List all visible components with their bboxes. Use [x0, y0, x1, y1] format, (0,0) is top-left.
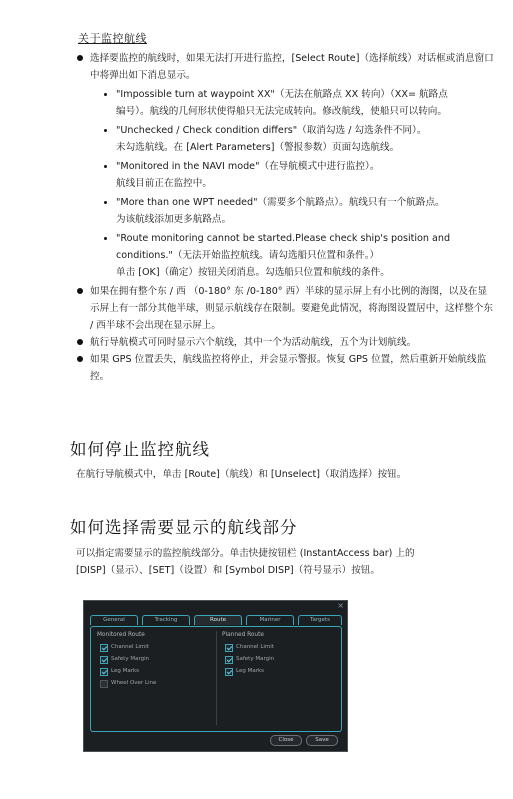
checkbox-checked-icon[interactable] — [100, 668, 108, 676]
close-icon[interactable]: × — [337, 601, 344, 610]
checkbox-checked-icon[interactable] — [225, 644, 233, 652]
planned-route-title: Planned Route — [222, 632, 264, 638]
tab-route[interactable]: Route — [194, 615, 242, 625]
select-section-heading: 如何选择需要显示的航线部分 — [70, 518, 298, 537]
sub-item — [102, 158, 494, 192]
sub-text: 航线目前正在监控中。 — [116, 178, 212, 189]
symbol-disp-dialog — [83, 600, 348, 752]
bullet-text: 航行导航模式可同时显示六个航线，其中一个为活动航线，五个为计划航线。 — [90, 337, 417, 348]
monitored-safety-margin-option[interactable] — [97, 655, 212, 667]
sub-text: 单击 [OK]（确定）按钮关闭消息。勾选船只位置和航线的条件。 — [116, 267, 390, 278]
tab-tracking[interactable]: Tracking — [142, 615, 190, 625]
checkbox-checked-icon[interactable] — [100, 644, 108, 652]
dialog-tabs — [90, 615, 340, 626]
sub-text: 编号）。航线的几何形状使得船只无法完成转向。修改航线，使船只可以转向。 — [116, 106, 447, 117]
about-title: 关于监控航线 — [78, 32, 147, 45]
save-button[interactable]: Save — [306, 735, 338, 746]
option-label: Leg Marks — [236, 668, 265, 674]
sub-bullet-icon — [104, 93, 107, 96]
option-label: Channel Limit — [236, 644, 274, 650]
bullet-list — [74, 50, 494, 385]
sub-text: "More than one WPT needed"（需要多个航路点）。航线只有一个航路点。 — [116, 197, 445, 208]
option-label: Safety Margin — [111, 656, 150, 662]
sub-bullet-icon — [104, 165, 107, 168]
tab-mariner[interactable]: Mariner — [246, 615, 294, 625]
monitored-wheel-over-line-option[interactable] — [97, 679, 212, 691]
tab-targets[interactable]: Targets — [298, 615, 342, 625]
bullet-dot-icon — [77, 356, 83, 362]
monitored-channel-limit-option[interactable] — [97, 643, 212, 655]
column-divider — [216, 631, 217, 725]
monitored-route-group — [97, 631, 212, 691]
bullet-dot-icon — [77, 55, 83, 61]
monitored-leg-marks-option[interactable] — [97, 667, 212, 679]
planned-channel-limit-option[interactable] — [222, 643, 337, 655]
sub-item — [102, 86, 494, 120]
select-section-text — [76, 545, 496, 579]
bullet-item-hemisphere — [74, 283, 494, 334]
checkbox-unchecked-icon[interactable] — [100, 680, 108, 688]
sub-text: "Impossible turn at waypoint XX"（无法在航路点 XX 转向）（XX= 航路点 — [116, 89, 448, 100]
message-sub-list — [102, 86, 494, 281]
option-label: Channel Limit — [111, 644, 149, 650]
sub-text: "Route monitoring cannot be started.Please check ship's position and — [116, 233, 451, 244]
sub-item — [102, 194, 494, 228]
monitored-route-title: Monitored Route — [97, 632, 145, 638]
bullet-text: 如果在拥有整个东 / 西 （0-180° 东 /0-180° 西）半球的显示屏上有小比例的海图，以及在显示屏上有一部分其他半球，则显示航线存在限制。要避免此情况，将海图设置居中，这样整个东 / 西半球不会出现在显示屏上。 — [90, 286, 493, 331]
sub-text: 为该航线添加更多航路点。 — [116, 214, 232, 225]
planned-safety-margin-option[interactable] — [222, 655, 337, 667]
stop-section-text: 在航行导航模式中，单击 [Route]（航线）和 [Unselect]（取消选择）按钮。 — [76, 469, 407, 480]
sub-bullet-icon — [104, 201, 107, 204]
option-label: Leg Marks — [111, 668, 140, 674]
tab-general[interactable]: General — [90, 615, 138, 625]
sub-item — [102, 230, 494, 281]
sub-text: 未勾选航线。在 [Alert Parameters]（警报参数）页面勾选航线。 — [116, 142, 400, 153]
bullet-item-gps-lost — [74, 351, 494, 385]
bullet-text: 选择要监控的航线时，如果无法打开进行监控，[Select Route]（选择航线）对话框或消息窗口中将弹出如下消息显示。 — [90, 53, 494, 81]
route-panel — [90, 626, 342, 732]
close-button[interactable]: Close — [270, 735, 302, 746]
bullet-item-six-routes — [74, 334, 494, 351]
bullet-item-messages — [74, 50, 494, 281]
stop-section-heading: 如何停止监控航线 — [70, 440, 210, 459]
select-section-line: 可以指定需要显示的监控航线部分。单击快捷按钮栏 (InstantAccess bar) 上的 — [76, 548, 415, 559]
bullet-dot-icon — [77, 288, 83, 294]
bullet-text: 如果 GPS 位置丢失，航线监控将停止，并会显示警报。恢复 GPS 位置，然后重新开始航线监控。 — [90, 354, 487, 382]
bullet-dot-icon — [77, 339, 83, 345]
option-label: Safety Margin — [236, 656, 275, 662]
checkbox-checked-icon[interactable] — [100, 656, 108, 664]
planned-leg-marks-option[interactable] — [222, 667, 337, 679]
sub-item — [102, 122, 494, 156]
checkbox-checked-icon[interactable] — [225, 668, 233, 676]
sub-text: conditions."（无法开始监控航线。请勾选船只位置和条件。） — [116, 250, 380, 261]
sub-text: "Monitored in the NAVI mode"（在导航模式中进行监控）。 — [116, 161, 380, 172]
planned-route-group — [222, 631, 337, 679]
sub-bullet-icon — [104, 129, 107, 132]
select-section-line: [DISP]（显示）、[SET]（设置）和 [Symbol DISP]（符号显示）按钮。 — [76, 565, 380, 576]
sub-bullet-icon — [104, 237, 107, 240]
checkbox-checked-icon[interactable] — [225, 656, 233, 664]
option-label: Wheel Over Line — [111, 680, 157, 686]
sub-text: "Unchecked / Check condition differs"（取消勾选 / 勾选条件不同）。 — [116, 125, 427, 136]
